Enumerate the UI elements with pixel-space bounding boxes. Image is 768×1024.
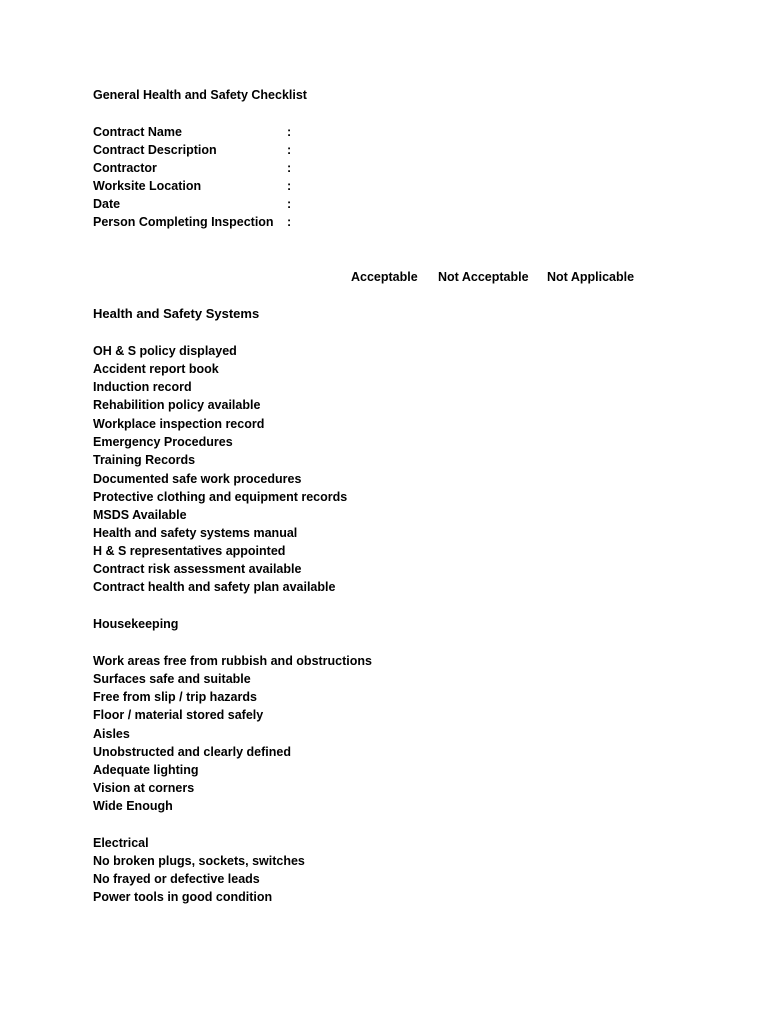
checklist-item: Documented safe work procedures [93,472,302,486]
checklist-item: Protective clothing and equipment records [93,490,348,504]
checklist-item: Floor / material stored safely [93,708,264,722]
checklist-item: Accident report book [93,362,219,376]
checklist-item: Unobstructed and clearly defined [93,745,291,759]
checklist-item: Wide Enough [93,799,173,813]
checklist-item: H & S representatives appointed [93,544,286,558]
checklist-item: No broken plugs, sockets, switches [93,854,305,868]
field-label-contractor: Contractor [93,161,157,175]
field-label-date: Date [93,197,121,211]
field-label-contract-description: Contract Description [93,143,217,157]
field-label-person-completing-inspection: Person Completing Inspection [93,215,274,229]
checklist-item: Aisles [93,727,130,741]
column-header-not-applicable: Not Applicable [547,270,635,284]
checklist-item: Work areas free from rubbish and obstructions [93,654,372,668]
checklist-item: MSDS Available [93,508,187,522]
checklist-item: Contract risk assessment available [93,562,302,576]
checklist-item: Vision at corners [93,781,195,795]
checklist-item: Training Records [93,453,196,467]
field-colon: : [287,161,292,175]
checklist-item: Workplace inspection record [93,417,265,431]
document-title: General Health and Safety Checklist [93,88,307,102]
checklist-item: Rehabilition policy available [93,398,261,412]
section-title: Electrical [93,836,149,850]
column-header-acceptable: Acceptable [351,270,418,284]
field-colon: : [287,215,292,229]
field-colon: : [287,179,292,193]
checklist-item: Free from slip / trip hazards [93,690,257,704]
field-label-worksite-location: Worksite Location [93,179,202,193]
field-colon: : [287,125,292,139]
checklist-item: Adequate lighting [93,763,199,777]
checklist-item: Surfaces safe and suitable [93,672,251,686]
field-label-contract-name: Contract Name [93,125,182,139]
section-title: Health and Safety Systems [93,306,260,321]
checklist-item: Induction record [93,380,192,394]
checklist-item: OH & S policy displayed [93,344,237,358]
field-colon: : [287,143,292,157]
column-header-not-acceptable: Not Acceptable [438,270,529,284]
field-colon: : [287,197,292,211]
section-title: Housekeeping [93,617,179,631]
checklist-item: Power tools in good condition [93,890,273,904]
checklist-item: Health and safety systems manual [93,526,298,540]
checklist-item: Emergency Procedures [93,435,233,449]
checklist-item: No frayed or defective leads [93,872,260,886]
checklist-item: Contract health and safety plan available [93,580,336,594]
